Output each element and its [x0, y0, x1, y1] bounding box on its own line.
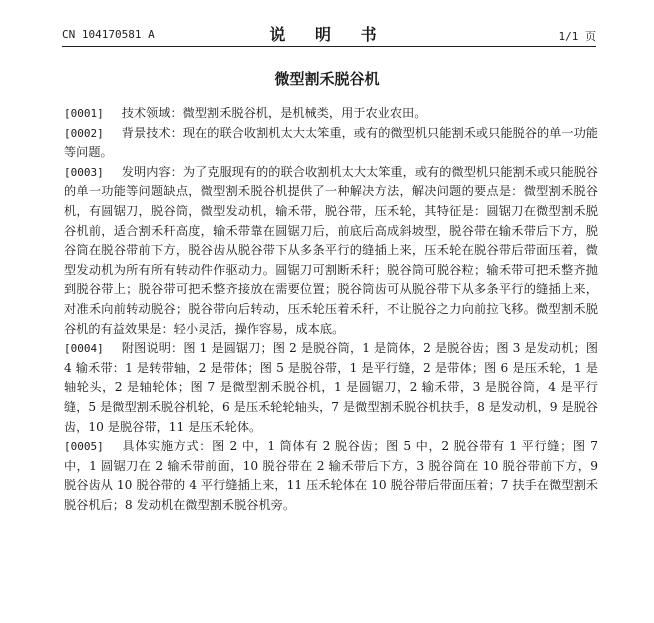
paragraph-text: 发明内容：为了克服现有的的联合收割机太大太笨重，或有的微型机只能割禾或只能脱谷的单一功能等问题缺点，微型割禾脱谷机提供了一种解决方法，解决问题的要点是：微型割禾脱谷机，有圆锯刀，脱谷筒，微型发动机，输禾带，脱谷带，压禾轮，其特征是：圆锯刀在微型割禾脱谷机前，适合割禾秆高度，输禾带靠在圆锯刀后，前底后高成斜坡型，脱谷带在输禾带后下方，脱谷筒在脱谷带前下方，脱谷齿从脱谷带下从多条平行的缝插上来，压禾轮在脱谷带后带面压着，微型发动机为所有所有转动件作驱动力。圆锯刀可割断禾秆；脱谷筒可脱谷粒；输禾带可把禾整齐抛到脱谷带上；脱谷带可把禾整齐接放在需要位置；脱谷筒齿可从脱谷带下从多条平行的缝插上来，对准禾向前转动脱谷；脱谷带向后转动，压禾轮压着禾秆，不让脱谷之力向前拉飞移。微型割禾脱谷机的有益效果是：轻小灵活，操作容易，成本底。 [64, 164, 598, 336]
paragraph-text: 技术领域：微型割禾脱谷机，是机械类，用于农业农田。 [121, 106, 427, 120]
paragraph-text: 附图说明：图 1 是圆锯刀；图 2 是脱谷筒，1 是筒体，2 是脱谷齿；图 3 是发动机；图 4 输禾带：1 是转带轴，2 是带体；图 5 是脱谷带，1 是平行缝，2 是带体；图 6 是压禾轮，1 是轴轮头，2 是轴轮体；图 7 是微型割禾脱谷机，1 是圆锯刀，2 输禾带，3 是脱谷筒，4 是平行缝，5 是微型割禾脱谷机轮，6 是压禾轮轮轴头，7 是微型割禾脱谷机扶手，8 是发动机，9 是脱谷齿，10 是脱谷带，11 是压禾轮体。 [64, 341, 598, 434]
paragraph-0003 [64, 163, 598, 339]
paragraph-number: [0004] [64, 342, 104, 356]
document-title: 微型割禾脱谷机 [274, 70, 380, 88]
paragraph-text: 具体实施方式：图 2 中，1 筒体有 2 脱谷齿；图 5 中，2 脱谷带有 1 平行缝；图 7 中，1 圆锯刀在 2 输禾带前面，10 脱谷带在 2 输禾带后下方，3 脱谷筒在 10 脱谷带前下方，9 脱谷齿从 10 脱谷带的 4 平行缝插上来，11 压禾轮体在 10 脱谷带后带面压着；7 扶手在微型割禾脱谷机后；8 发动机在微型割禾脱谷机旁。 [64, 439, 598, 512]
page-header [62, 22, 596, 47]
paragraph-text: 背景技术：现在的联合收割机太大太笨重，或有的微型机只能割禾或只能脱谷的单一功能等问题。 [64, 125, 598, 160]
paragraph-0005 [64, 437, 598, 515]
paragraph-0002 [64, 124, 598, 163]
paragraph-number: [0001] [64, 107, 104, 120]
paragraph-0004 [64, 339, 598, 437]
document-body [64, 104, 598, 515]
page-number: 1/1 页 [558, 30, 596, 43]
publication-number: CN 104170581 A [62, 28, 155, 41]
paragraph-0001 [64, 104, 598, 124]
document-type-heading: 说 明 书 [269, 25, 389, 44]
paragraph-number: [0003] [64, 165, 104, 179]
paragraph-number: [0002] [64, 126, 104, 140]
paragraph-number: [0005] [64, 440, 104, 454]
